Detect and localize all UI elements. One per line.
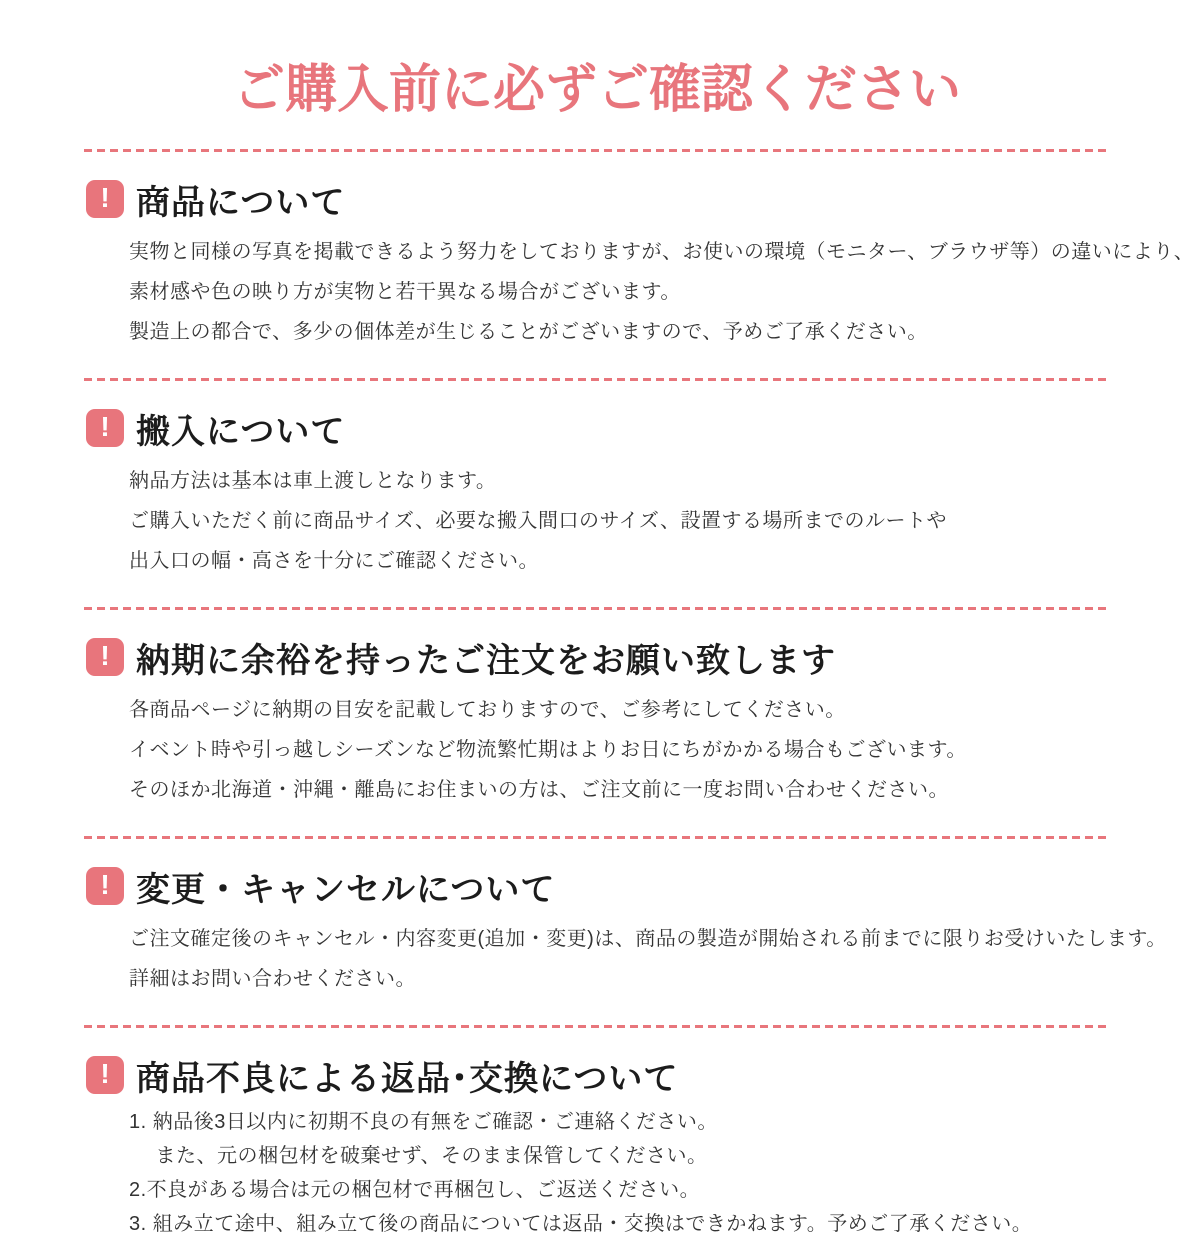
section-header [84,408,1110,451]
section-lead-time [84,610,1110,810]
section-header [84,1055,1110,1098]
section-delivery [84,381,1110,581]
section-heading: 納期に余裕を持ったご注文をお願い致します [136,641,836,680]
body-line: 詳細はお問い合わせください。 [129,968,416,990]
body-line: イベント時や引っ越しシーズンなど物流繁忙期はよりお日にちがかかる場合もございます。 [129,739,967,761]
section-heading: 商品について [136,183,346,222]
section-heading: 商品不良による返品･交換について [136,1059,679,1098]
body-line: 素材感や色の映り方が実物と若干異なる場合がございます。 [129,281,681,303]
section-heading: 搬入について [136,412,346,451]
section-header [84,179,1110,222]
body-line: 製造上の都合で、多少の個体差が生じることがございますので、予めご了承ください。 [129,321,928,343]
body-line: 3. 組み立て途中、組み立て後の商品については返品・交換はできかねます。予めご了承ください。 [129,1213,1033,1235]
body-line: また、元の梱包材を破棄せず、そのまま保管してください。 [129,1145,708,1167]
section-body [129,690,1110,810]
body-line: 実物と同様の写真を掲載できるよう努力をしておりますが、お使いの環境（モニター、ブラウザ等）の違いにより、 [129,241,1195,263]
body-line: 出入口の幅・高さを十分にご確認ください。 [129,550,539,572]
page-title: ご購入前に必ずご確認ください [232,61,961,119]
body-line: 各商品ページに納期の目安を記載しておりますので、ご参考にしてください。 [129,699,846,721]
body-line: 2.不良がある場合は元の梱包材で再梱包し、ご返送ください。 [129,1179,701,1201]
body-line: ご購入いただく前に商品サイズ、必要な搬入間口のサイズ、設置する場所までのルートや [129,510,947,532]
section-header [84,637,1110,680]
section-header [84,866,1110,909]
alert-icon: ! [86,409,124,447]
section-body [129,1105,1110,1241]
alert-icon: ! [86,867,124,905]
section-returns [84,1028,1110,1241]
section-heading: 変更・キャンセルについて [136,870,556,909]
body-line: 1. 納品後3日以内に初期不良の有無をご確認・ご連絡ください。 [129,1111,718,1133]
alert-icon: ! [86,1056,124,1094]
body-line: ご注文確定後のキャンセル・内容変更(追加・変更)は、商品の製造が開始される前までに限りお受けいたします。 [129,928,1167,950]
section-body [129,461,1110,581]
alert-icon: ! [86,180,124,218]
section-product-info [84,152,1195,352]
section-body [129,919,1167,999]
section-body [129,232,1195,352]
body-line: 納品方法は基本は車上渡しとなります。 [129,470,497,492]
alert-icon: ! [86,638,124,676]
section-cancellation [84,839,1167,999]
notice-page [0,58,1200,1258]
body-line: そのほか北海道・沖縄・離島にお住まいの方は、ご注文前に一度お問い合わせください。 [129,779,949,801]
